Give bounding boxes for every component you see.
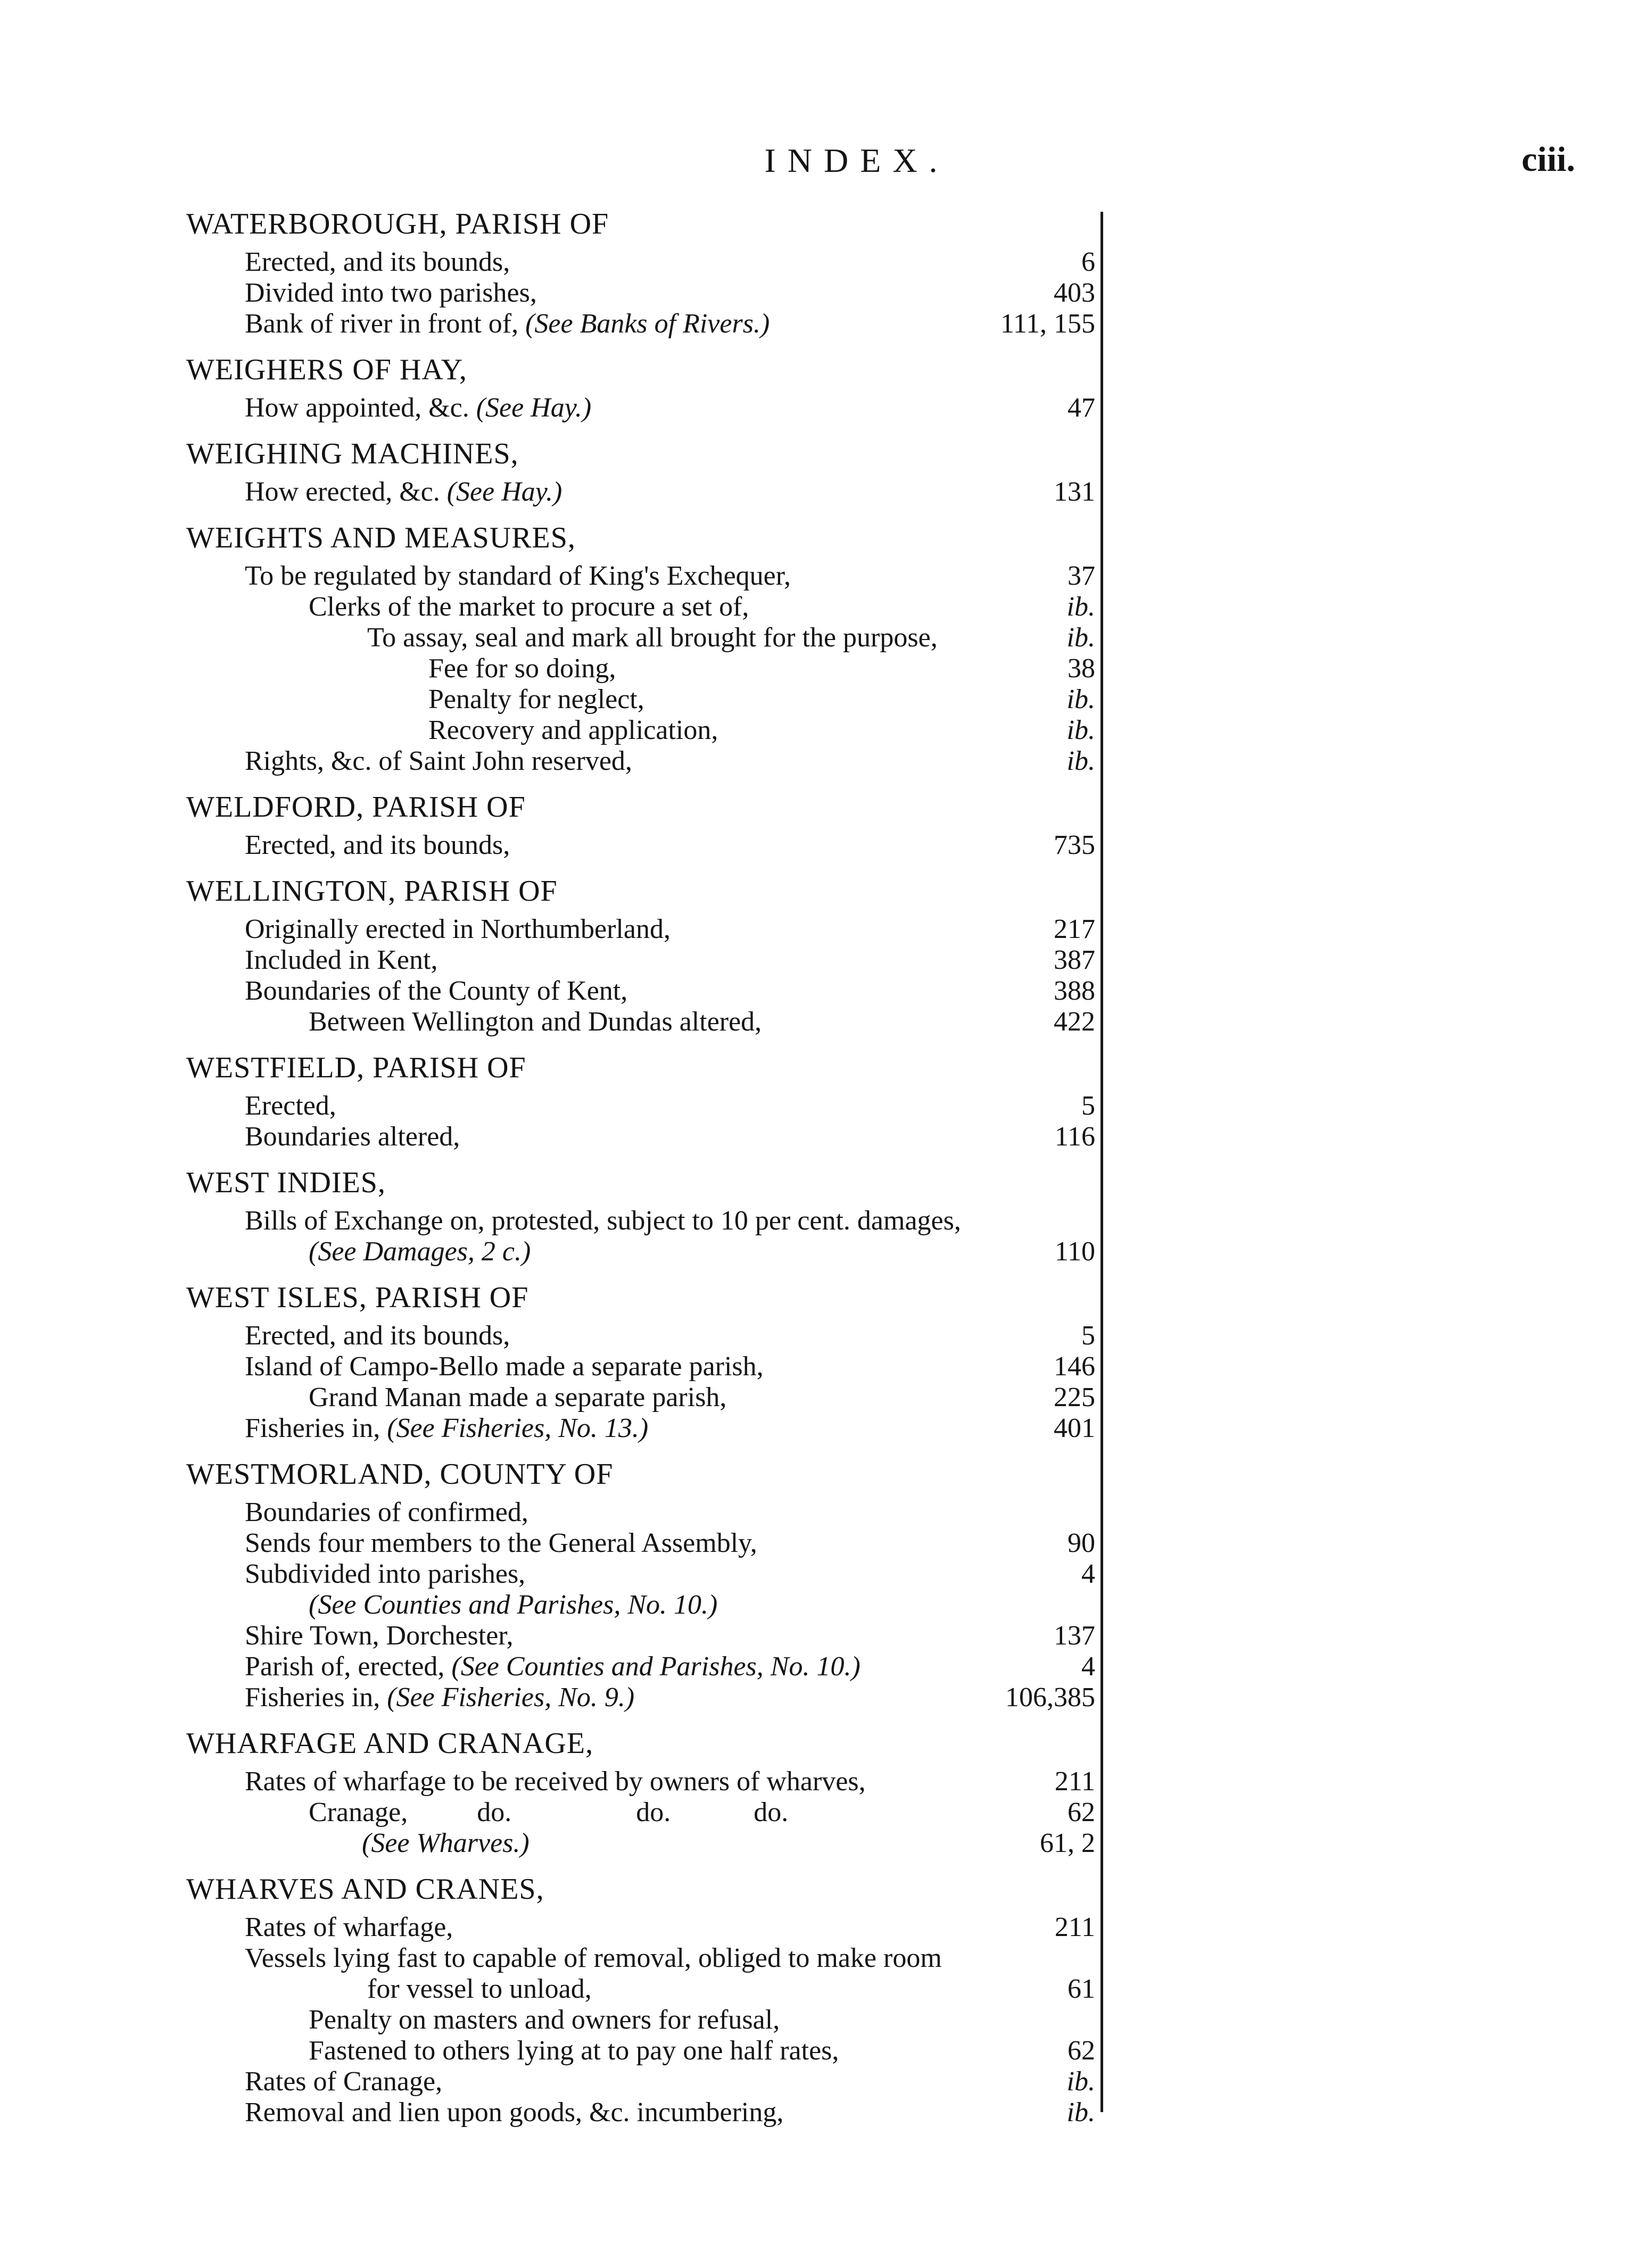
entry-heading: WEST ISLES, PARISH OF	[186, 1281, 529, 1314]
subentry-label: Vessels lying fast to capable of removal, obliged to make room	[245, 1943, 942, 1973]
cross-reference: (See Hay.)	[446, 477, 562, 507]
subentry-text	[245, 1766, 866, 1797]
page-reference: 111, 155	[1000, 309, 1095, 339]
entry-heading: WHARFAGE AND CRANAGE,	[186, 1727, 594, 1760]
page-reference: 388	[1054, 976, 1095, 1006]
subentry-text	[245, 1621, 514, 1651]
subentry-row	[186, 2066, 1101, 2097]
subentry-row	[186, 830, 1101, 861]
subentry-text	[245, 1528, 757, 1559]
subentry-row	[186, 1320, 1101, 1351]
cross-reference: (See Wharves.)	[362, 1828, 529, 1858]
index-list	[186, 207, 1101, 2142]
subentry-text	[367, 1974, 592, 2005]
page-number: ciii.	[1521, 140, 1575, 179]
index-entry	[186, 1051, 1101, 1152]
page-reference: 110	[1054, 1236, 1095, 1267]
subentry-text	[245, 309, 770, 339]
subentry-text	[245, 830, 510, 861]
page-reference: 131	[1054, 477, 1095, 507]
subentry-row	[186, 684, 1101, 715]
cross-reference: (See Banks of Rivers.)	[525, 309, 770, 339]
column-rule	[1101, 212, 1103, 2112]
subentry-text	[245, 976, 627, 1007]
subentry-row	[186, 1559, 1101, 1590]
page-reference: 5	[1081, 1091, 1095, 1121]
subentry-text	[309, 2005, 780, 2036]
subentry-text	[245, 477, 562, 508]
subentry-text	[428, 653, 616, 684]
page-reference: 90	[1068, 1528, 1095, 1558]
subentry-label: Fisheries in,	[245, 1413, 380, 1443]
subentry-label: Originally erected in Northumberland,	[245, 914, 671, 944]
subentry-text	[428, 684, 644, 715]
subentry-row	[186, 393, 1101, 423]
page-reference: 146	[1054, 1351, 1095, 1382]
subentry-label: Erected, and its bounds,	[245, 1320, 510, 1351]
index-entry	[186, 1166, 1101, 1267]
subentry-label: How erected, &c.	[245, 477, 440, 507]
subentry-row	[186, 1236, 1101, 1267]
index-entry	[186, 207, 1101, 339]
page-reference: 401	[1054, 1413, 1095, 1443]
subentry-label: Bills of Exchange on, protested, subject to 10 per cent. damages,	[245, 1206, 961, 1236]
subentry-text	[245, 1943, 942, 1974]
subentry-text	[245, 1351, 764, 1382]
subentry-row	[186, 309, 1101, 339]
entry-heading: WATERBOROUGH, PARISH OF	[186, 207, 609, 240]
subentry-row	[186, 247, 1101, 278]
subentry-label: How appointed, &c.	[245, 393, 469, 423]
page-reference: 4	[1081, 1559, 1095, 1589]
subentry-text	[245, 945, 437, 976]
page-reference: 6	[1081, 247, 1095, 277]
index-entry	[186, 1727, 1101, 1859]
page-reference: ib.	[1066, 622, 1095, 653]
subentry-text	[245, 278, 537, 309]
subentry-row	[186, 1797, 1101, 1828]
subentry-text	[245, 1912, 453, 1943]
subentry-label: Rights, &c. of Saint John reserved,	[245, 746, 632, 776]
subentry-text	[245, 1206, 961, 1236]
subentry-label: Removal and lien upon goods, &c. incumbering,	[245, 2097, 784, 2128]
entry-heading: WEIGHTS AND MEASURES,	[186, 521, 576, 554]
page-reference: 37	[1068, 561, 1095, 591]
subentry-label: Divided into two parishes,	[245, 278, 537, 308]
page-reference: 47	[1068, 393, 1095, 423]
subentry-text	[245, 1413, 648, 1444]
subentry-text	[245, 393, 591, 423]
subentry-label: Fee for so doing,	[428, 653, 616, 684]
page-reference: 106,385	[1005, 1682, 1095, 1713]
subentry-label: Penalty for neglect,	[428, 684, 644, 715]
cross-reference: (See Fisheries, No. 9.)	[387, 1682, 635, 1713]
page-reference: 403	[1054, 278, 1095, 308]
subentry-row	[186, 653, 1101, 684]
page-reference: 38	[1068, 653, 1095, 684]
subentry-text	[309, 1590, 717, 1621]
page-reference: 62	[1068, 2036, 1095, 2066]
subentry-text	[245, 561, 791, 592]
subentry-text	[245, 746, 632, 777]
page-reference: ib.	[1066, 684, 1095, 715]
page-reference: 387	[1054, 945, 1095, 975]
index-entry	[186, 353, 1101, 423]
page-reference: ib.	[1066, 592, 1095, 622]
subentry-label: Rates of Cranage,	[245, 2066, 443, 2097]
subentry-row	[186, 477, 1101, 508]
page-reference: 735	[1054, 830, 1095, 860]
subentry-text	[309, 1007, 762, 1037]
subentry-row	[186, 561, 1101, 592]
subentry-row	[186, 1828, 1101, 1859]
entry-heading: WESTFIELD, PARISH OF	[186, 1051, 526, 1084]
cross-reference: (See Counties and Parishes, No. 10.)	[451, 1651, 860, 1682]
subentry-label: Rates of wharfage to be received by owners of wharves,	[245, 1766, 866, 1797]
subentry-label: Fastened to others lying at to pay one half rates,	[309, 2036, 839, 2066]
subentry-label: Fisheries in,	[245, 1682, 380, 1713]
subentry-label: Clerks of the market to procure a set of,	[309, 592, 749, 622]
page-reference: 116	[1054, 1121, 1095, 1152]
cross-reference: (See Hay.)	[476, 393, 592, 423]
subentry-label: Grand Manan made a separate parish,	[309, 1382, 727, 1413]
subentry-row	[186, 1528, 1101, 1559]
entry-heading: WELDFORD, PARISH OF	[186, 791, 526, 824]
subentry-row	[186, 1497, 1101, 1528]
page-reference: 217	[1054, 914, 1095, 944]
subentry-row	[186, 1121, 1101, 1152]
subentry-row	[186, 914, 1101, 945]
page-reference: 5	[1081, 1320, 1095, 1351]
subentry-text	[245, 2066, 442, 2097]
page-reference: 4	[1081, 1651, 1095, 1682]
subentry-text	[245, 1559, 525, 1590]
page-reference: 422	[1054, 1007, 1095, 1037]
subentry-row	[186, 2036, 1101, 2066]
subentry-text	[245, 247, 510, 278]
page-reference: 61, 2	[1040, 1828, 1095, 1858]
subentry-label: Shire Town, Dorchester,	[245, 1621, 514, 1651]
subentry-label: Boundaries altered,	[245, 1121, 460, 1152]
page-reference: ib.	[1066, 2097, 1095, 2128]
page-reference: 62	[1068, 1797, 1095, 1827]
subentry-text	[245, 1497, 528, 1528]
entry-heading: WHARVES AND CRANES,	[186, 1873, 544, 1906]
index-entry	[186, 1281, 1101, 1444]
subentry-label: Bank of river in front of,	[245, 309, 519, 339]
subentry-row	[186, 1912, 1101, 1943]
entry-heading: WEST INDIES,	[186, 1166, 386, 1199]
subentry-label: To be regulated by standard of King's Exchequer,	[245, 561, 791, 591]
page-reference: ib.	[1066, 2066, 1095, 2097]
index-entry	[186, 521, 1101, 777]
subentry-row	[186, 2097, 1101, 2128]
page-reference: ib.	[1066, 715, 1095, 745]
subentry-label: Erected, and its bounds,	[245, 830, 510, 860]
index-entry	[186, 875, 1101, 1037]
index-entry	[186, 791, 1101, 861]
subentry-label: Island of Campo-Bello made a separate parish,	[245, 1351, 764, 1382]
subentry-label: Subdivided into parishes,	[245, 1559, 526, 1589]
subentry-label: Rates of wharfage,	[245, 1912, 453, 1942]
subentry-text	[367, 622, 938, 653]
cross-reference: (See Counties and Parishes, No. 10.)	[309, 1590, 718, 1620]
subentry-text	[245, 1682, 634, 1713]
subentry-text	[309, 592, 749, 622]
entry-heading: WEIGHERS OF HAY,	[186, 353, 467, 386]
subentry-text	[428, 715, 718, 746]
subentry-label: Boundaries of confirmed,	[245, 1497, 528, 1527]
subentry-label: Sends four members to the General Assembly,	[245, 1528, 757, 1558]
subentry-text	[245, 1091, 336, 1121]
subentry-label: for vessel to unload,	[367, 1974, 592, 2004]
subentry-label: Erected, and its bounds,	[245, 247, 510, 277]
subentry-row	[186, 1682, 1101, 1713]
page-reference: 211	[1054, 1766, 1095, 1797]
subentry-label: Between Wellington and Dundas altered,	[309, 1007, 762, 1037]
subentry-row	[186, 1413, 1101, 1444]
subentry-label: Penalty on masters and owners for refusal,	[309, 2005, 780, 2035]
subentry-row	[186, 746, 1101, 777]
subentry-row	[186, 1943, 1101, 1974]
subentry-text	[245, 1121, 460, 1152]
subentry-text	[245, 914, 671, 945]
index-entry	[186, 437, 1101, 508]
subentry-row	[186, 592, 1101, 622]
subentry-text	[245, 2097, 783, 2128]
subentry-label: Parish of, erected,	[245, 1651, 445, 1682]
cross-reference: (See Damages, 2 c.)	[309, 1236, 531, 1267]
subentry-label: Cranage, do. do. do.	[309, 1797, 789, 1827]
subentry-label: Boundaries of the County of Kent,	[245, 976, 628, 1006]
page-reference: 61	[1068, 1974, 1095, 2004]
subentry-text	[309, 1236, 531, 1267]
subentry-row	[186, 1974, 1101, 2005]
subentry-row	[186, 1206, 1101, 1236]
subentry-row	[186, 976, 1101, 1007]
subentry-row	[186, 622, 1101, 653]
page-reference: ib.	[1066, 746, 1095, 776]
subentry-row	[186, 1590, 1101, 1621]
entry-heading: WELLINGTON, PARISH OF	[186, 875, 558, 908]
subentry-row	[186, 1382, 1101, 1413]
subentry-text	[309, 1797, 788, 1828]
entry-heading: WESTMORLAND, COUNTY OF	[186, 1458, 614, 1491]
cross-reference: (See Fisheries, No. 13.)	[387, 1413, 649, 1443]
subentry-text	[362, 1828, 529, 1859]
subentry-row	[186, 1007, 1101, 1037]
subentry-row	[186, 278, 1101, 309]
page-title: INDEX.	[764, 142, 949, 179]
subentry-row	[186, 1766, 1101, 1797]
entry-heading: WEIGHING MACHINES,	[186, 437, 519, 470]
subentry-text	[245, 1651, 860, 1682]
page-reference: 211	[1054, 1912, 1095, 1942]
subentry-row	[186, 945, 1101, 976]
subentry-row	[186, 715, 1101, 746]
subentry-row	[186, 1651, 1101, 1682]
page-reference: 137	[1054, 1621, 1095, 1651]
subentry-row	[186, 1621, 1101, 1651]
subentry-row	[186, 2005, 1101, 2036]
subentry-label: Erected,	[245, 1091, 336, 1121]
subentry-text	[309, 2036, 839, 2066]
subentry-label: Included in Kent,	[245, 945, 438, 975]
subentry-label: To assay, seal and mark all brought for the purpose,	[367, 622, 938, 653]
subentry-text	[309, 1382, 726, 1413]
subentry-label: Recovery and application,	[428, 715, 718, 745]
subentry-text	[245, 1320, 510, 1351]
index-entry	[186, 1873, 1101, 2128]
index-entry	[186, 1458, 1101, 1713]
page-reference: 225	[1054, 1382, 1095, 1413]
subentry-row	[186, 1351, 1101, 1382]
subentry-row	[186, 1091, 1101, 1121]
